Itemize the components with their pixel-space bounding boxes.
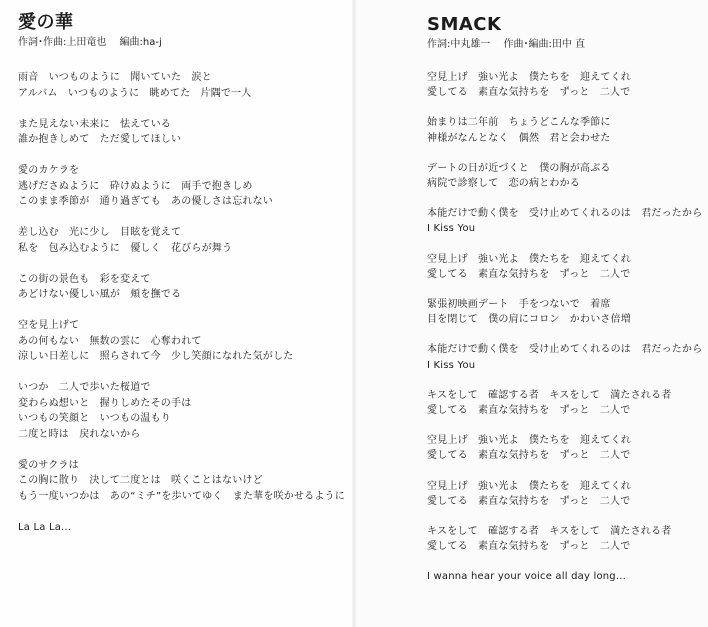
lyric-line: いつもの笑顔と いつもの温もり	[18, 413, 171, 424]
lyric-stanza	[18, 163, 348, 210]
lyric-stanza	[427, 115, 702, 146]
lyric-line: 愛のカケラを	[18, 165, 80, 176]
lyric-line: 愛してる 素直な気持ちを ずっと 二人で	[427, 87, 631, 99]
lyric-line: La La La...	[18, 521, 72, 533]
lyric-line: 涼しい日差しに 照らされて今 少し笑顔になれた気がした	[18, 351, 294, 362]
lyric-stanza	[18, 318, 348, 365]
lyric-line: 雨音 いつものように 聞いていた 涙と	[18, 72, 212, 83]
lyric-line: この胸に散り 決して二度とは 咲くことはないけど	[18, 475, 263, 486]
lyric-line: キスをして 確認する者 キスをして 満たされる者	[427, 389, 672, 401]
song-left	[18, 12, 348, 551]
lyric-stanza	[427, 433, 702, 464]
song-credits: 作詞:中丸雄一 作曲･編曲:田中 直	[427, 39, 586, 50]
lyric-line: 空見上げ 強い光よ 僕たちを 迎えてくれ	[427, 72, 631, 83]
lyric-line: 本能だけで動く僕を 受け止めてくれるのは 君だったから	[427, 208, 703, 220]
lyric-line: 愛してる 素直な気持ちを ずっと 二人で	[427, 541, 631, 553]
lyric-stanza	[427, 70, 702, 101]
lyric-stanza	[427, 252, 702, 283]
lyric-stanza	[18, 380, 348, 442]
lyric-stanza	[18, 520, 348, 536]
lyric-stanza	[427, 388, 702, 419]
lyric-line: 空見上げ 強い光よ 僕たちを 迎えてくれ	[427, 435, 631, 447]
lyric-line: もう一度いつかは あの“ミチ”を歩いてゆく また華を咲かせるように	[18, 490, 345, 502]
song-credits: 作詞･作曲:上田竜也 編曲:ha-j	[18, 37, 162, 48]
lyric-stanza	[18, 225, 348, 256]
lyric-stanza	[427, 569, 702, 584]
lyric-stanza	[18, 272, 348, 303]
lyric-line: 愛してる 素直な気持ちを ずっと 二人で	[427, 405, 631, 417]
lyric-line: 目を閉じて 僕の肩にコロン かわいさ倍増	[427, 314, 631, 326]
lyric-line: この街の景色も 彩を変えて	[18, 273, 151, 285]
lyric-line: I wanna hear your voice all day long...	[427, 571, 626, 583]
lyric-line: 逃げださぬように 砕けぬように 両手で抱きしめ	[18, 180, 253, 192]
lyric-line: 病院で診察して 恋の病とわかる	[427, 178, 580, 190]
lyric-stanza	[427, 206, 702, 237]
lyric-line: 緊張初映画デート 手をつないで 着席	[427, 298, 611, 310]
lyric-line: 二度と時は 戻れないから	[18, 428, 141, 440]
lyric-line: 空を見上げて	[18, 320, 80, 331]
lyric-stanza	[427, 524, 702, 555]
lyric-line: このまま季節が 通り過ぎても あの優しさは忘れない	[18, 196, 273, 207]
lyrics-block	[18, 70, 348, 535]
lyric-line: キスをして 確認する者 キスをして 満たされる者	[427, 525, 672, 537]
lyrics-block	[427, 70, 702, 585]
lyric-stanza	[427, 479, 702, 510]
lyric-line: 空見上げ 強い光よ 僕たちを 迎えてくれ	[427, 480, 631, 492]
lyric-line: あどけない優しい風が 頬を撫でる	[18, 289, 182, 300]
lyric-line: 誰か抱きしめて ただ愛してほしい	[18, 134, 182, 145]
song-title: SMACK	[427, 14, 502, 35]
lyric-line: I Kiss You	[427, 359, 476, 371]
lyric-stanza	[427, 342, 702, 373]
lyric-line: デートの日が近づくと 僕の胸が高ぶる	[427, 162, 611, 174]
lyric-line: 空見上げ 強い光よ 僕たちを 迎えてくれ	[427, 253, 631, 265]
lyric-line: 私を 包み込むように 優しく 花びらが舞う	[18, 242, 233, 254]
lyric-line: あの何もない 無数の雲に 心奪われて	[18, 335, 202, 347]
lyric-line: 本能だけで動く僕を 受け止めてくれるのは 君だったから	[427, 344, 703, 356]
lyric-line: 愛のサクラは	[18, 459, 79, 471]
lyric-stanza	[427, 161, 702, 192]
song-right	[427, 14, 702, 599]
lyric-line: 愛してる 素直な気持ちを ずっと 二人で	[427, 495, 631, 507]
lyric-stanza	[18, 70, 348, 101]
lyric-line: また見えない未来に 怯えている	[18, 118, 171, 130]
song-title: 愛の華	[18, 12, 74, 33]
lyric-stanza	[18, 458, 348, 505]
lyric-line: I Kiss You	[427, 223, 476, 235]
lyric-line: 愛してる 素直な気持ちを ずっと 二人で	[427, 268, 631, 280]
lyric-stanza	[18, 117, 348, 148]
lyric-line: 神様がなんとなく 偶然 君と会わせた	[427, 132, 611, 144]
lyric-line: 差し込む 光に少し 目眩を覚えて	[18, 227, 182, 238]
lyric-line: 始まりは二年前 ちょうどこんな季節に	[427, 117, 611, 129]
lyric-line: アルバム いつものように 眺めてた 片隅で一人	[18, 87, 252, 99]
page-fold	[352, 0, 356, 627]
lyric-stanza	[427, 297, 702, 328]
lyric-line: 変わらぬ想いと 握りしめたその手は	[18, 397, 192, 409]
lyric-line: 愛してる 素直な気持ちを ずっと 二人で	[427, 450, 631, 462]
lyric-line: いつか 二人で歩いた桜道で	[18, 382, 151, 393]
